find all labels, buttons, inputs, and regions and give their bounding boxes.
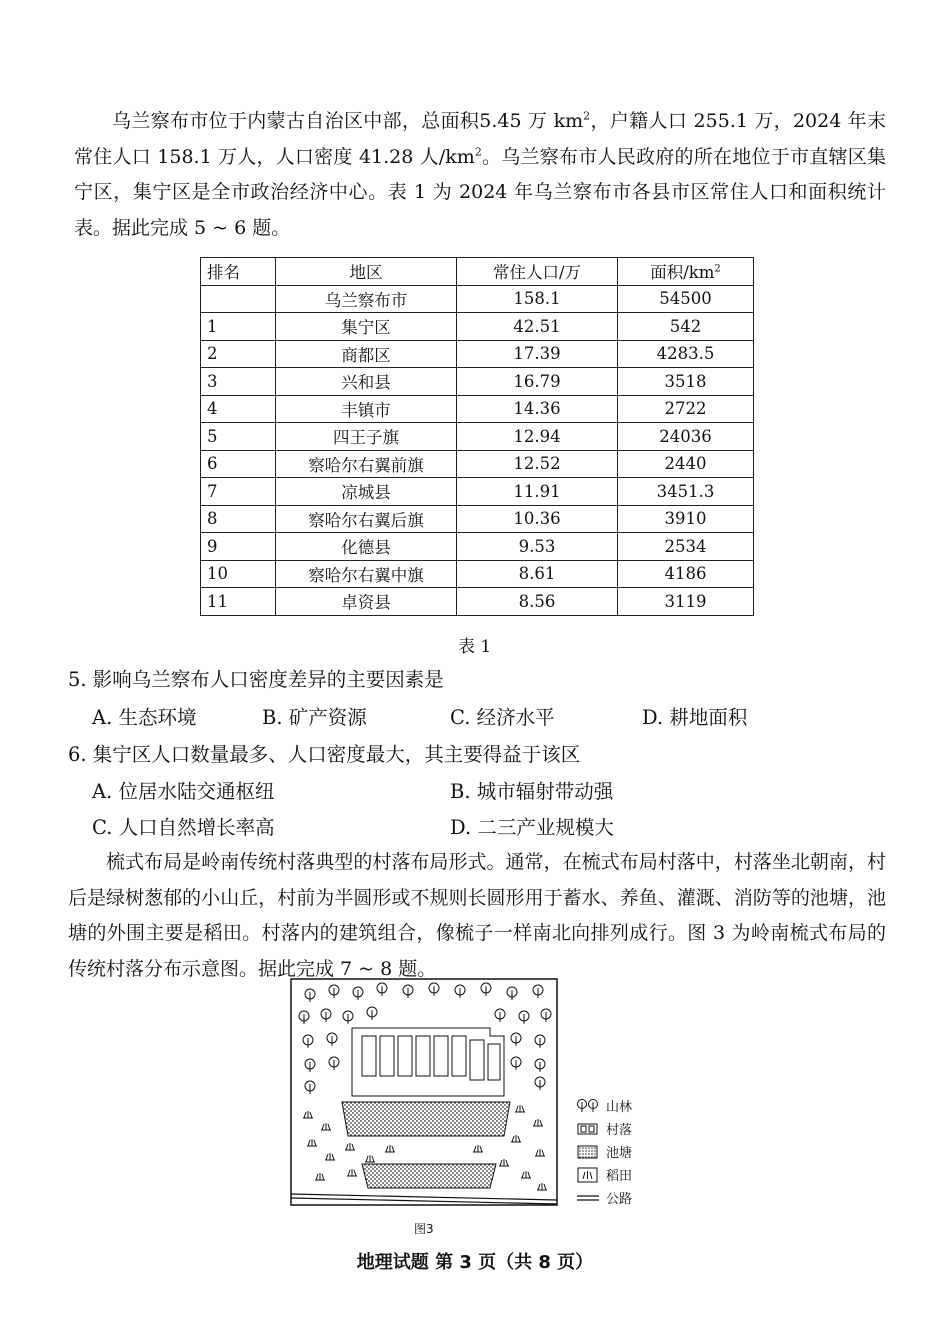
table-row [201,313,754,341]
cell-rank: 6 [201,450,276,478]
cell-area: 3518 [618,368,754,396]
q6-option-a: A. 位居水陆交通枢纽 [92,780,275,803]
q5-option-d: D. 耕地面积 [642,706,748,729]
table-row [201,368,754,396]
table-row [201,450,754,478]
cell-population: 158.1 [457,285,618,313]
cell-area: 4283.5 [618,340,754,368]
header-rank: 排名 [201,258,276,286]
q5-option-a: A. 生态环境 [92,706,197,729]
cell-area: 2440 [618,450,754,478]
cell-rank: 2 [201,340,276,368]
cell-rank: 8 [201,505,276,533]
cell-region: 丰镇市 [276,395,457,423]
q6-option-b: B. 城市辐射带动强 [450,780,614,803]
cell-region: 察哈尔右翼后旗 [276,505,457,533]
cell-area: 2722 [618,395,754,423]
cell-population: 11.91 [457,478,618,506]
table-row [201,285,754,313]
table-row [201,533,754,561]
cell-rank: 7 [201,478,276,506]
cell-region: 察哈尔右翼中旗 [276,560,457,588]
village-layout-map [290,978,560,1218]
q6-option-d: D. 二三产业规模大 [450,816,614,839]
cell-region: 商都区 [276,340,457,368]
cell-population: 14.36 [457,395,618,423]
q6-option-c: C. 人口自然增长率高 [92,816,275,839]
paddy-icon [576,1167,600,1183]
cell-area: 3119 [618,588,754,616]
cell-rank: 5 [201,423,276,451]
cell-population: 8.61 [457,560,618,588]
cell-population: 42.51 [457,313,618,341]
figure-3 [290,978,560,1236]
header-population: 常住人口/万 [457,258,618,286]
table-row [201,395,754,423]
q5-option-b: B. 矿产资源 [262,706,367,729]
cell-area: 3910 [618,505,754,533]
cell-region: 察哈尔右翼前旗 [276,450,457,478]
table-row [201,478,754,506]
table-row [201,505,754,533]
cell-region: 集宁区 [276,313,457,341]
cell-population: 12.94 [457,423,618,451]
village-block [352,1028,504,1096]
legend-item-forest: 山林 [576,1094,632,1117]
pond-icon [576,1144,600,1160]
table-header-row [201,258,754,286]
road-icon [576,1190,600,1206]
cell-region: 兴和县 [276,368,457,396]
cell-population: 9.53 [457,533,618,561]
cell-region: 卓资县 [276,588,457,616]
table-row [201,588,754,616]
table-body [201,285,754,615]
legend-item-road: 公路 [576,1186,632,1209]
cell-rank: 1 [201,313,276,341]
legend-item-village: 村落 [576,1117,632,1140]
header-area: 面积$/km^2$ [618,258,754,286]
cell-area: 542 [618,313,754,341]
cell-rank: 4 [201,395,276,423]
figure-caption: 图3 [414,1222,434,1236]
cell-rank: 10 [201,560,276,588]
question-5-stem: 5. 影响乌兰察布人口密度差异的主要因素是 [68,668,444,691]
intro2-paragraph: 梳式布局是岭南传统村落典型的村落布局形式。通常，在梳式布局村落中，村落坐北朝南，村后是绿树葱郁的小山丘，村前为半圆形或不规则长圆形用于蓄水、养鱼、灌溉、消防等的池塘，池塘的外围主要是稻田。村落内的建筑组合，像梳子一样南北向排列成行。图 3 为岭南梳式布局的传统村落分布示意图。据此完成 7 ~ 8 题。 [68,851,886,980]
cell-rank: 11 [201,588,276,616]
intro-paragraph: 乌兰察布市位于内蒙古自治区中部，总面积5.45 万 $km^2$，户籍人口 255.1 万，2024 年末常住人口 158.1 万人，人口密度 41.28 人$/km^2$。乌兰察布市人民政府的所在地位于市直辖区集宁区，集宁区是全市政治经济中心。表 1 为 2024 年乌兰察布市各县市区常住人口和面积统计表。据此完成 5 ~ 6 题。 [74,109,886,239]
table-caption: 表 1 [458,637,492,657]
cell-population: 17.39 [457,340,618,368]
question-6-stem: 6. 集宁区人口数量最多、人口密度最大，其主要得益于该区 [68,743,581,766]
cell-rank: 3 [201,368,276,396]
cell-population: 10.36 [457,505,618,533]
cell-population: 12.52 [457,450,618,478]
cell-region: 凉城县 [276,478,457,506]
pond-north [342,1102,510,1136]
village-icon [576,1121,600,1137]
pond-south [362,1164,496,1188]
cell-region: 乌兰察布市 [276,285,457,313]
cell-rank: 9 [201,533,276,561]
page-footer: 地理试题 第 3 页（共 8 页） [356,1252,594,1273]
cell-area: 24036 [618,423,754,451]
tree-icon [576,1098,600,1114]
table-row [201,560,754,588]
table-row [201,340,754,368]
cell-area: 2534 [618,533,754,561]
cell-area: 3451.3 [618,478,754,506]
cell-area: 54500 [618,285,754,313]
cell-region: 化德县 [276,533,457,561]
population-area-table [200,257,754,616]
figure-legend [576,1094,632,1209]
table-row [201,423,754,451]
cell-region: 四王子旗 [276,423,457,451]
cell-area: 4186 [618,560,754,588]
legend-item-paddy: 稻田 [576,1163,632,1186]
legend-item-pond: 池塘 [576,1140,632,1163]
q5-option-c: C. 经济水平 [450,706,555,729]
header-region: 地区 [276,258,457,286]
cell-population: 16.79 [457,368,618,396]
cell-population: 8.56 [457,588,618,616]
cell-rank [201,285,276,313]
